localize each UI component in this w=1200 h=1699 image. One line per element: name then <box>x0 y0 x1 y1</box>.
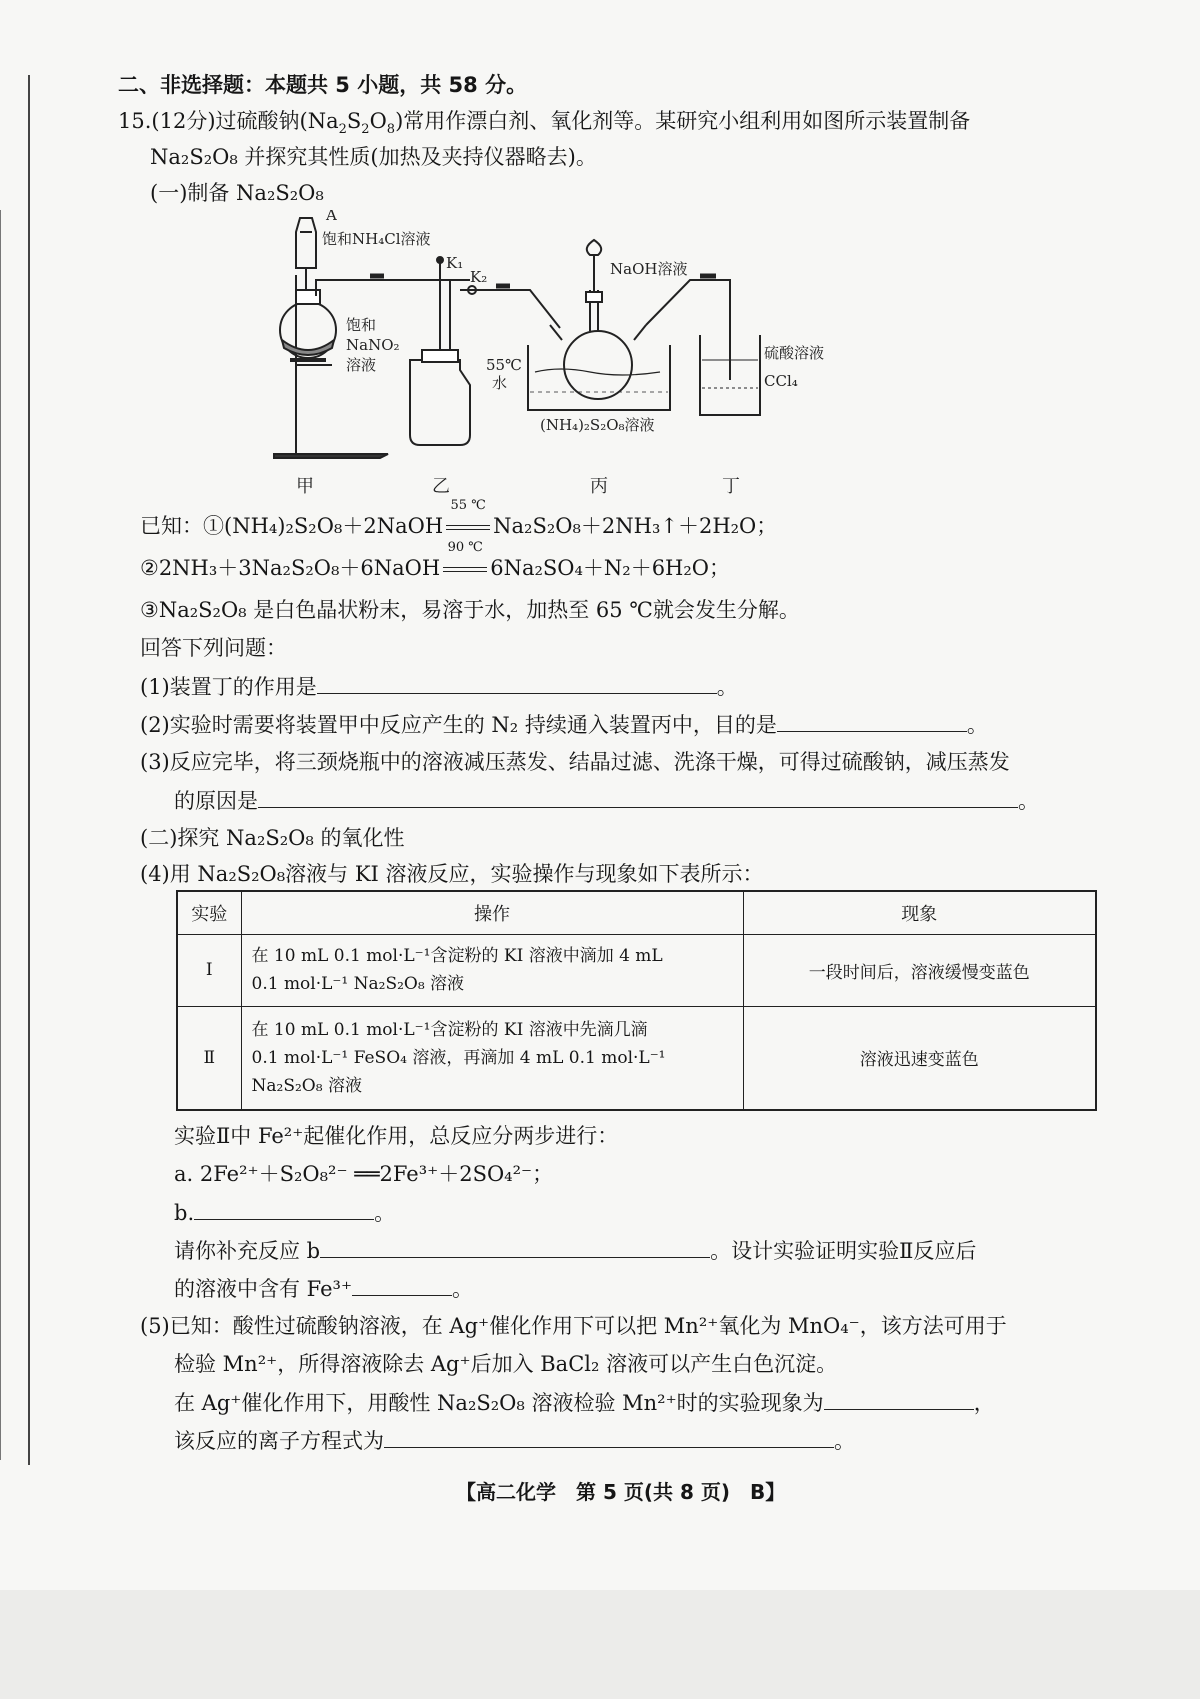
answer-blank-fe3[interactable] <box>352 1273 452 1296</box>
op-line: 在 10 mL 0.1 mol·L⁻¹含淀粉的 KI 溶液中滴加 4 mL <box>251 946 663 967</box>
naoh-funnel <box>587 240 601 255</box>
table-cell-exp: Ⅰ <box>177 935 241 1007</box>
equation-2 <box>140 540 731 583</box>
sub1-end: 。 <box>716 675 738 699</box>
sub5c-text: 在 Ag⁺催化作用下，用酸性 Na₂S₂O₈ 溶液检验 Mn²⁺时的实验现象为 <box>174 1391 824 1415</box>
sub-question-3-line-2 <box>174 785 1039 816</box>
sub-question-2 <box>140 709 988 740</box>
sub5d-text: 该反应的离子方程式为 <box>174 1429 384 1453</box>
fact-3: ③Na₂S₂O₈ 是白色晶状粉末，易溶于水，加热至 65 ℃就会发生分解。 <box>140 598 800 622</box>
label-h2so4: 硫酸溶液 <box>764 344 825 362</box>
supp-end: 。设计实验证明实验Ⅱ反应后 <box>710 1239 977 1263</box>
three-neck-flask <box>564 331 632 399</box>
sub2-text: (2)实验时需要将装置甲中反应产生的 N₂ 持续通入装置丙中，目的是 <box>140 713 777 737</box>
part-2-title: (二)探究 Na₂S₂O₈ 的氧化性 <box>140 826 405 850</box>
label-jia: 甲 <box>296 476 314 497</box>
eq1-condition: 55 ℃ <box>450 498 486 513</box>
table-header: 现象 <box>743 891 1096 935</box>
supp-2-text: 的溶液中含有 Fe³⁺ <box>174 1277 353 1301</box>
label-nano2-1: 饱和 <box>346 316 377 334</box>
catalysis-line: 实验Ⅱ中 Fe²⁺起催化作用，总反应分两步进行： <box>174 1124 619 1148</box>
table-cell-op <box>241 935 743 1007</box>
part-1-title: (一)制备 Na₂S₂O₈ <box>150 181 324 205</box>
sub2-end: 。 <box>966 713 988 737</box>
table-header: 操作 <box>241 891 743 935</box>
gas-tube-3 <box>646 280 730 380</box>
wash-bottle <box>410 360 470 445</box>
known-prefix: 已知：① <box>140 514 224 538</box>
answer-blank-reaction-b[interactable] <box>320 1235 710 1258</box>
label-ding: 丁 <box>722 476 740 497</box>
question-score: (12分) <box>151 109 216 133</box>
apparatus-diagram <box>260 210 910 500</box>
eq2-left: ②2NH₃＋3Na₂S₂O₈＋6NaOH <box>140 556 441 580</box>
sub-question-5-b: 检验 Mn²⁺，所得溶液除去 Ag⁺后加入 BaCl₂ 溶液可以产生白色沉淀。 <box>174 1352 838 1376</box>
step-b-label: b. <box>174 1201 195 1225</box>
page-footer: 【高二化学 第 5 页(共 8 页) B】 <box>456 1480 786 1504</box>
sub-question-5-c <box>174 1387 995 1418</box>
supp-2-end: 。 <box>452 1277 474 1301</box>
table-header-row <box>177 891 1096 935</box>
label-a: A <box>326 210 337 224</box>
intro-line-2: Na₂S₂O₈ 并探究其性质(加热及夹持仪器略去)。 <box>150 145 597 169</box>
op-line: Na₂S₂O₈ 溶液 <box>251 1075 362 1096</box>
step-b-end: 。 <box>374 1201 396 1225</box>
table-cell-phen: 溶液迅速变蓝色 <box>743 1006 1096 1110</box>
step-a: a. 2Fe²⁺＋S₂O₈²⁻ ══2Fe³⁺＋2SO₄²⁻； <box>174 1162 554 1186</box>
label-k1: K₁ <box>446 254 464 272</box>
question-15-intro: 15.(12分)过硫酸钠$(Na_2S_2O_8)$常用作漂白剂、氧化剂等。某研究小组利用如图所示装置制备 <box>118 109 971 138</box>
op-line: 0.1 mol·L⁻¹ FeSO₄ 溶液，再滴加 4 mL 0.1 mol·L⁻¹ <box>251 1047 666 1068</box>
dropping-funnel <box>296 218 316 268</box>
label-water: 水 <box>492 374 508 392</box>
answer-prompt: 回答下列问题： <box>140 636 287 660</box>
intro-text: 过硫酸钠(Na <box>215 109 339 133</box>
step-b <box>174 1197 395 1228</box>
label-yi: 乙 <box>432 476 450 497</box>
intro-text-rest: )常用作漂白剂、氧化剂等。某研究小组利用如图所示装置制备 <box>395 109 971 133</box>
sub-question-1 <box>140 671 738 702</box>
answer-blank-ionic-equation[interactable] <box>384 1425 834 1448</box>
op-line: 0.1 mol·L⁻¹ Na₂S₂O₈ 溶液 <box>251 974 465 995</box>
table-cell-op <box>241 1006 743 1110</box>
intro-text-o: O <box>369 109 387 133</box>
label-nh4cl: 饱和NH₄Cl溶液 <box>322 230 431 248</box>
intro-text-s: S <box>346 109 362 133</box>
table-row <box>177 1006 1096 1110</box>
table-header: 实验 <box>177 891 241 935</box>
gas-tube-2 <box>460 290 560 328</box>
eq2-condition: 90 ℃ <box>447 540 483 555</box>
section-heading: 二、非选择题：本题共 5 小题，共 58 分。 <box>118 73 528 97</box>
binding-edge-line <box>28 75 30 1465</box>
label-nh4s2o8: (NH₄)₂S₂O₈溶液 <box>540 416 655 434</box>
eq2-right: 6Na₂SO₄＋N₂＋6H₂O； <box>490 556 731 580</box>
sub5d-end: 。 <box>834 1429 855 1453</box>
sub-question-4: (4)用 Na₂S₂O₈溶液与 KI 溶液反应，实验操作与现象如下表所示： <box>140 862 764 886</box>
sub5c-end: ， <box>973 1391 995 1415</box>
label-nano2-3: 溶液 <box>346 356 377 374</box>
sub-question-5-a: (5)已知：酸性过硫酸钠溶液，在 Ag⁺催化作用下可以把 Mn²⁺氧化为 MnO₄⁻，该方法可用于 <box>140 1314 1007 1338</box>
sub3-end: 。 <box>1018 789 1039 813</box>
supp-text: 请你补充反应 b <box>174 1239 321 1263</box>
equation-1 <box>140 498 778 541</box>
label-55c: 55℃ <box>486 356 522 374</box>
experiment-table <box>176 890 1097 1111</box>
sub3-text: 的原因是 <box>174 789 258 813</box>
label-ccl4: CCl₄ <box>764 372 798 390</box>
sub-question-3: (3)反应完毕，将三颈烧瓶中的溶液减压蒸发、结晶过滤、洗涤干燥，可得过硫酸钠，减压蒸发 <box>140 750 1010 774</box>
label-bing: 丙 <box>590 476 608 497</box>
binding-edge-line-outer <box>0 210 1 1460</box>
eq1-right: Na₂S₂O₈＋2NH₃↑＋2H₂O； <box>493 514 778 538</box>
answer-blank-phenomenon[interactable] <box>824 1387 974 1410</box>
table-row <box>177 935 1096 1007</box>
valve-k1 <box>437 257 443 263</box>
stand-base <box>274 454 388 458</box>
label-naoh: NaOH溶液 <box>610 260 688 278</box>
label-k2: K₂ <box>470 268 488 286</box>
experiment-table-grid <box>176 890 1097 1111</box>
answer-blank-3[interactable] <box>258 785 1018 808</box>
supplement-line-1 <box>174 1235 976 1266</box>
label-nano2-2: NaNO₂ <box>346 336 400 354</box>
table-cell-phen: 一段时间后，溶液缓慢变蓝色 <box>743 935 1096 1007</box>
table-cell-exp: Ⅱ <box>177 1006 241 1110</box>
scan-margin <box>0 1590 1200 1699</box>
sub1-text: (1)装置丁的作用是 <box>140 675 317 699</box>
supplement-line-2 <box>174 1273 473 1304</box>
answer-blank-2[interactable] <box>777 709 967 732</box>
answer-blank-step-b[interactable] <box>194 1197 374 1220</box>
op-line: 在 10 mL 0.1 mol·L⁻¹含淀粉的 KI 溶液中先滴几滴 <box>251 1019 648 1040</box>
question-number: 15. <box>118 109 152 133</box>
water-bath <box>528 345 670 410</box>
answer-blank-1[interactable] <box>317 671 717 694</box>
sub-question-5-d <box>174 1425 855 1456</box>
eq1-left: (NH₄)₂S₂O₈＋2NaOH <box>224 514 444 538</box>
